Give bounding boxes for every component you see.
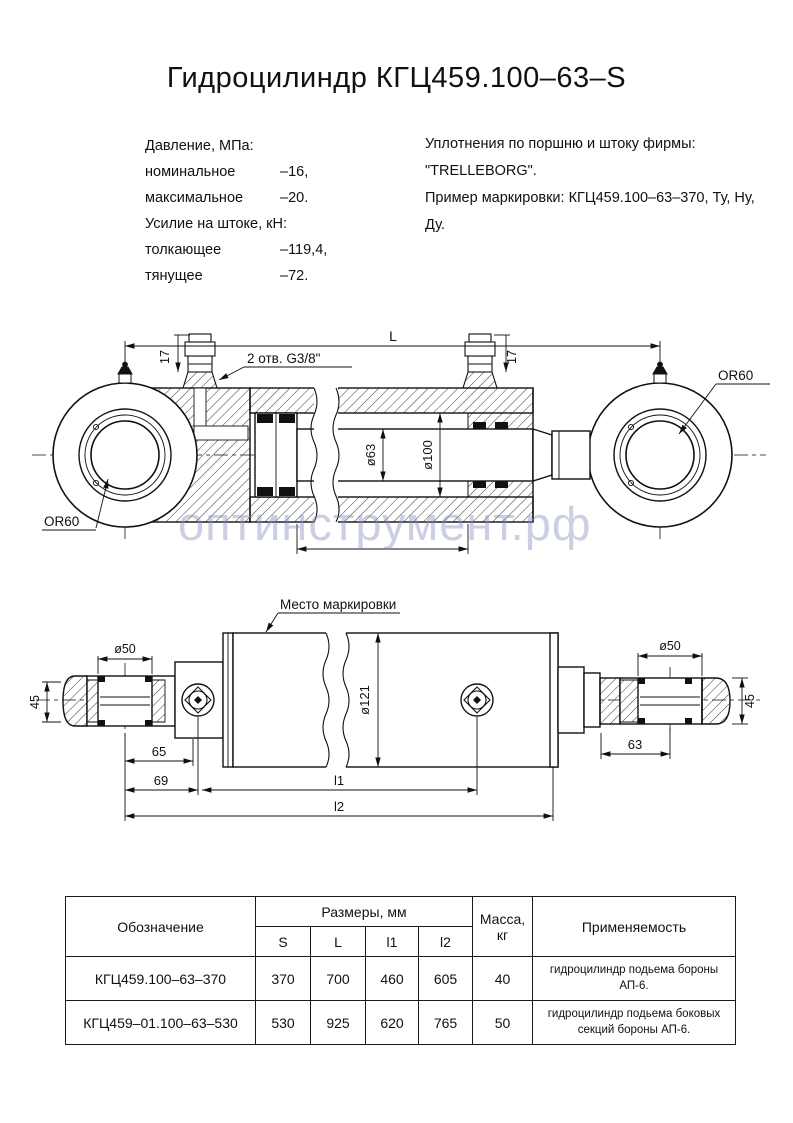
spec-label: тянущее bbox=[145, 268, 203, 284]
dim-l1-label: l1 bbox=[333, 773, 345, 788]
cell-application: гидроцилиндр подьема боковых секций бороны АП-6. bbox=[533, 1001, 736, 1045]
cell-L: 925 bbox=[311, 1001, 366, 1045]
eye-right-label: OR60 bbox=[718, 368, 754, 383]
cell-application: гидроцилиндр подьема бороны АП-6. bbox=[533, 957, 736, 1001]
col-header-l1: l1 bbox=[366, 927, 419, 957]
col-header-designation: Обозначение bbox=[66, 897, 256, 957]
cell-S: 370 bbox=[256, 957, 311, 1001]
cell-mass: 40 bbox=[473, 957, 533, 1001]
dim-l2-label: l2 bbox=[333, 799, 345, 814]
spec-label: толкающее bbox=[145, 242, 222, 258]
dim-eye-bore-right-label: ø50 bbox=[659, 639, 681, 653]
mass-line2: кг bbox=[496, 926, 509, 943]
dim-17-right-label: 17 bbox=[505, 350, 519, 364]
cell-designation: КГЦ459.100–63–370 bbox=[66, 957, 256, 1001]
page-title: Гидроцилиндр КГЦ459.100–63–S bbox=[166, 62, 627, 94]
dim-rod-dia-label: ø63 bbox=[363, 443, 378, 467]
seals-line1: Уплотнения по поршню и штоку фирмы: bbox=[425, 136, 696, 152]
spec-value: –119,4, bbox=[280, 242, 328, 258]
spec-value: –72. bbox=[280, 268, 309, 284]
spec-value: –16, bbox=[280, 164, 309, 180]
seals-line2: "TRELLEBORG". bbox=[425, 163, 537, 179]
port-fitting bbox=[463, 334, 497, 388]
site-watermark: оптинструмент.рф bbox=[178, 497, 592, 550]
ports-note-label: 2 отв. G3/8" bbox=[247, 351, 321, 366]
cell-S: 530 bbox=[256, 1001, 311, 1045]
cylinder-section-geometry bbox=[53, 334, 732, 527]
external-view-drawing bbox=[28, 583, 768, 843]
marking-example: Пример маркировки: КГЦ459.100–63–370, Ту, Ну, Ду. bbox=[425, 190, 755, 233]
pressure-force-specs bbox=[145, 133, 425, 289]
section-view-drawing bbox=[18, 323, 780, 578]
col-header-L: L bbox=[311, 927, 366, 957]
seal-marking-specs bbox=[425, 131, 775, 239]
dim-eye-bore-left-label: ø50 bbox=[114, 642, 136, 656]
dim-eye-width-left-label: 45 bbox=[28, 695, 42, 709]
spec-row bbox=[145, 159, 425, 185]
cell-mass: 50 bbox=[473, 1001, 533, 1045]
col-header-mass bbox=[473, 897, 533, 957]
dim-65-label: 65 bbox=[151, 744, 167, 759]
spec-row bbox=[145, 263, 425, 289]
dim-69-label: 69 bbox=[153, 773, 169, 788]
table-row bbox=[66, 1001, 736, 1045]
marking-note-label: Место маркировки bbox=[280, 597, 397, 612]
col-header-application: Применяемость bbox=[533, 897, 736, 957]
cell-l1: 460 bbox=[366, 957, 419, 1001]
force-title: Усилие на штоке, кН: bbox=[145, 216, 287, 232]
col-header-S: S bbox=[256, 927, 311, 957]
port-fitting bbox=[183, 334, 217, 388]
spec-label: номинальное bbox=[145, 164, 236, 180]
col-header-sizes: Размеры, мм bbox=[256, 897, 473, 927]
eye-left-label: OR60 bbox=[44, 514, 80, 529]
grease-nipple-icon bbox=[653, 362, 667, 383]
dim-17-left-label: 17 bbox=[158, 350, 172, 364]
dim-63-label: 63 bbox=[627, 737, 643, 752]
spec-label: максимальное bbox=[145, 190, 244, 206]
table-row bbox=[66, 957, 736, 1001]
grease-nipple-icon bbox=[118, 362, 132, 383]
mass-line1: Масса, bbox=[479, 910, 526, 927]
cell-designation: КГЦ459–01.100–63–530 bbox=[66, 1001, 256, 1045]
dim-bore-dia-label: ø100 bbox=[420, 440, 435, 470]
cell-l2: 765 bbox=[419, 1001, 473, 1045]
spec-value: –20. bbox=[280, 190, 309, 206]
spec-row bbox=[145, 185, 425, 211]
col-header-l2: l2 bbox=[419, 927, 473, 957]
spec-row bbox=[145, 237, 425, 263]
cell-L: 700 bbox=[311, 957, 366, 1001]
dim-eye-width-right-label: 45 bbox=[743, 694, 757, 708]
pressure-title: Давление, МПа: bbox=[145, 138, 254, 154]
cell-l1: 620 bbox=[366, 1001, 419, 1045]
dim-L-label: L bbox=[389, 328, 397, 344]
dim-od-label: ø121 bbox=[357, 685, 372, 715]
cell-l2: 605 bbox=[419, 957, 473, 1001]
size-table bbox=[65, 896, 736, 1045]
